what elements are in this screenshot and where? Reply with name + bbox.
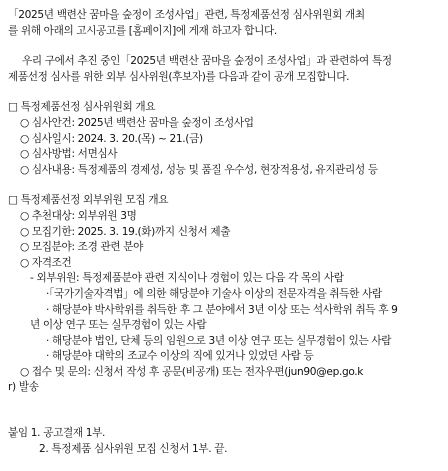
- spacer: [8, 178, 444, 193]
- attachment-line-1: 붙임 1. 공고결재 1부.: [8, 427, 106, 440]
- qualification-item-professor: · 해당분야 대학의 조교수 이상의 직에 있거나 있었던 사람 등: [46, 350, 314, 363]
- intro-paragraph-line-1: 우리 구에서 추진 중인「2025년 백련산 꿈마을 숲정이 조성사업」과 관련하여 특정: [22, 55, 392, 68]
- qualification-main: - 외부위원: 특정제품분야 관련 지식이나 경험이 있는 다음 각 목의 사람: [30, 272, 344, 285]
- intro-line-2: 를 위해 아래의 고시공고를 [홈페이지]에 게재 하고자 합니다.: [8, 24, 277, 37]
- section-1-item-method: ○ 심사방법: 서면심사: [20, 148, 118, 161]
- attachment-line-2: 2. 특정제품 심사위원 모집 신청서 1부. 끝.: [39, 442, 228, 455]
- qualification-item-degree: · 해당분야 박사학위를 취득한 후 그 분야에서 3년 이상 또는 석사학위 취득 후 9: [46, 303, 398, 316]
- intro-line-1: 「2025년 백련산 꿈마을 숲정이 조성사업」관련, 특정제품선정 심사위원회 개최: [8, 9, 365, 21]
- section-2-item-target: ○ 추천대상: 외부위원 3명: [20, 209, 137, 222]
- section-2-item-field: ○ 모집분야: 조경 관련 분야: [20, 241, 144, 254]
- spacer: [8, 411, 444, 426]
- section-1-item-date: ○ 심사일시: 2024. 3. 20.(목) ~ 21.(금): [20, 132, 203, 145]
- qualification-item-license: ·「국가기술자격법」에 의한 해당분야 기술사 이상의 전문자격을 취득한 사람: [46, 287, 382, 300]
- spacer: [8, 396, 444, 411]
- section-2-item-deadline: ○ 모집기한: 2025. 3. 19.(화)까지 신청서 제출: [20, 225, 231, 238]
- qualification-item-degree-continued: 년 이상 연구 또는 실무경험이 있는 사람: [30, 319, 207, 332]
- section-1-item-content: ○ 심사내용: 특정제품의 경제성, 성능 및 품질 우수성, 현장적용성, 유지관리성 등: [20, 163, 378, 176]
- intro-paragraph-line-2: 제품선정 심사를 위한 외부 심사위원(후보자)를 다음과 같이 공개 모집합니다.: [8, 70, 350, 83]
- spacer: [8, 85, 444, 100]
- section-1-heading: □ 특정제품선정 심사위원회 개요: [8, 101, 156, 114]
- contact-line-2: r) 발송: [8, 381, 39, 394]
- section-2-item-qualifications: ○ 자격조건: [20, 256, 72, 269]
- contact-line-1: ○ 접수 및 문의: 신청서 작성 후 공문(비공개) 또는 전자우편(jun90@ep.go.k: [20, 365, 364, 378]
- qualification-item-corporation: · 해당분야 법인, 단체 등의 임원으로 3년 이상 연구 또는 실무경험이 있는 사람: [46, 334, 392, 347]
- spacer: [8, 39, 444, 54]
- section-1-item-agenda: ○ 심사안건: 2025년 백련산 꿈마을 숲정이 조성사업: [20, 116, 254, 129]
- section-2-heading: □ 특정제품선정 외부위원 모집 개요: [8, 194, 169, 207]
